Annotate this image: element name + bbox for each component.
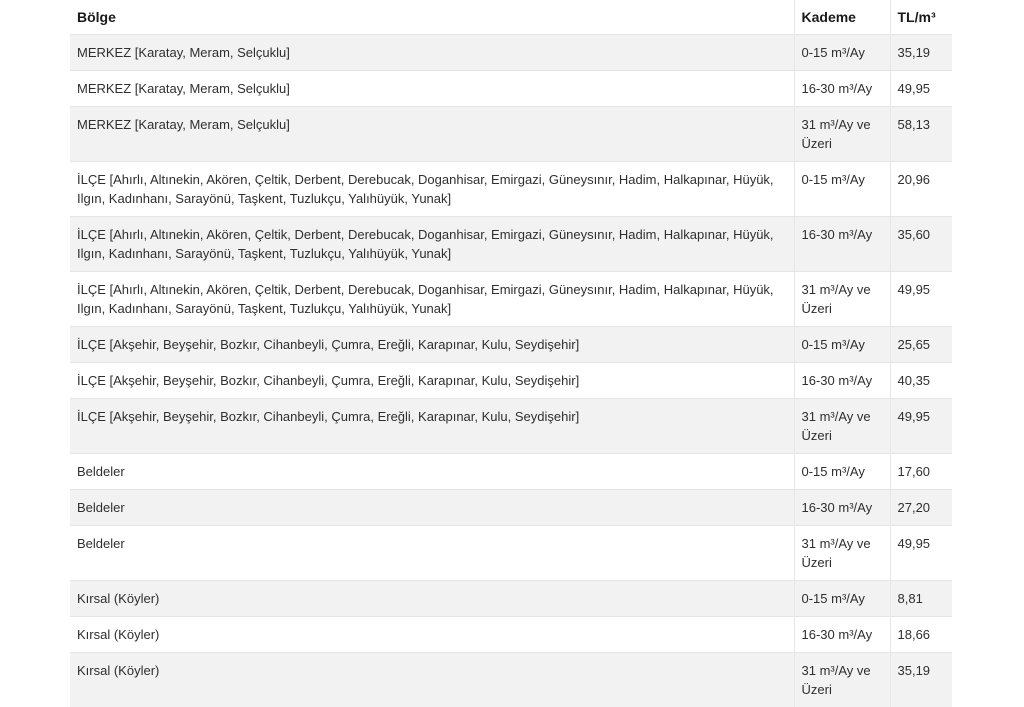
table-row bbox=[70, 217, 952, 272]
table-row bbox=[70, 399, 952, 454]
cell-fiyat: 35,60 bbox=[890, 217, 952, 272]
cell-bolge: İLÇE [Akşehir, Beyşehir, Bozkır, Cihanbeyli, Çumra, Ereğli, Karapınar, Kulu, Seydişehir] bbox=[70, 399, 794, 454]
cell-kademe: 16-30 m³/Ay bbox=[794, 217, 890, 272]
table-row bbox=[70, 617, 952, 653]
cell-kademe: 31 m³/Ay ve Üzeri bbox=[794, 107, 890, 162]
cell-fiyat: 58,13 bbox=[890, 107, 952, 162]
cell-kademe: 0-15 m³/Ay bbox=[794, 35, 890, 71]
cell-fiyat: 40,35 bbox=[890, 363, 952, 399]
cell-kademe: 31 m³/Ay ve Üzeri bbox=[794, 399, 890, 454]
header-fiyat: TL/m³ bbox=[890, 0, 952, 35]
cell-bolge: Kırsal (Köyler) bbox=[70, 581, 794, 617]
cell-kademe: 31 m³/Ay ve Üzeri bbox=[794, 272, 890, 327]
table-row bbox=[70, 653, 952, 707]
cell-bolge: Beldeler bbox=[70, 526, 794, 581]
table-header-row bbox=[70, 0, 952, 35]
table-row bbox=[70, 526, 952, 581]
cell-bolge: İLÇE [Akşehir, Beyşehir, Bozkır, Cihanbeyli, Çumra, Ereğli, Karapınar, Kulu, Seydişehir] bbox=[70, 327, 794, 363]
cell-bolge: İLÇE [Ahırlı, Altınekin, Akören, Çeltik, Derbent, Derebucak, Doganhisar, Emirgazi, Güneysınır, Hadim, Halkapınar, Hüyük, Ilgın, Kadınhanı, Sarayönü, Taşkent, Tuzlukçu, Yalıhüyük, Yunak] bbox=[70, 162, 794, 217]
cell-kademe: 0-15 m³/Ay bbox=[794, 454, 890, 490]
cell-kademe: 31 m³/Ay ve Üzeri bbox=[794, 526, 890, 581]
cell-bolge: İLÇE [Ahırlı, Altınekin, Akören, Çeltik, Derbent, Derebucak, Doganhisar, Emirgazi, Güneysınır, Hadim, Halkapınar, Hüyük, Ilgın, Kadınhanı, Sarayönü, Taşkent, Tuzlukçu, Yalıhüyük, Yunak] bbox=[70, 272, 794, 327]
cell-fiyat: 49,95 bbox=[890, 71, 952, 107]
table-row bbox=[70, 327, 952, 363]
table-row bbox=[70, 71, 952, 107]
cell-kademe: 31 m³/Ay ve Üzeri bbox=[794, 653, 890, 707]
cell-fiyat: 49,95 bbox=[890, 272, 952, 327]
cell-bolge: Beldeler bbox=[70, 454, 794, 490]
table-row bbox=[70, 490, 952, 526]
cell-bolge: Kırsal (Köyler) bbox=[70, 653, 794, 707]
cell-fiyat: 25,65 bbox=[890, 327, 952, 363]
cell-bolge: MERKEZ [Karatay, Meram, Selçuklu] bbox=[70, 71, 794, 107]
cell-kademe: 0-15 m³/Ay bbox=[794, 162, 890, 217]
cell-kademe: 0-15 m³/Ay bbox=[794, 327, 890, 363]
cell-fiyat: 17,60 bbox=[890, 454, 952, 490]
cell-fiyat: 35,19 bbox=[890, 653, 952, 707]
table-row bbox=[70, 35, 952, 71]
cell-bolge: Kırsal (Köyler) bbox=[70, 617, 794, 653]
cell-kademe: 0-15 m³/Ay bbox=[794, 581, 890, 617]
cell-fiyat: 35,19 bbox=[890, 35, 952, 71]
cell-fiyat: 27,20 bbox=[890, 490, 952, 526]
table-row bbox=[70, 162, 952, 217]
cell-bolge: Beldeler bbox=[70, 490, 794, 526]
tariff-table-container bbox=[70, 0, 952, 707]
cell-bolge: MERKEZ [Karatay, Meram, Selçuklu] bbox=[70, 107, 794, 162]
table-row bbox=[70, 363, 952, 399]
cell-kademe: 16-30 m³/Ay bbox=[794, 617, 890, 653]
tariff-table bbox=[70, 0, 952, 707]
cell-fiyat: 20,96 bbox=[890, 162, 952, 217]
cell-kademe: 16-30 m³/Ay bbox=[794, 363, 890, 399]
cell-bolge: MERKEZ [Karatay, Meram, Selçuklu] bbox=[70, 35, 794, 71]
table-row bbox=[70, 107, 952, 162]
cell-bolge: İLÇE [Ahırlı, Altınekin, Akören, Çeltik, Derbent, Derebucak, Doganhisar, Emirgazi, Güneysınır, Hadim, Halkapınar, Hüyük, Ilgın, Kadınhanı, Sarayönü, Taşkent, Tuzlukçu, Yalıhüyük, Yunak] bbox=[70, 217, 794, 272]
cell-kademe: 16-30 m³/Ay bbox=[794, 490, 890, 526]
table-row bbox=[70, 272, 952, 327]
header-bolge: Bölge bbox=[70, 0, 794, 35]
cell-bolge: İLÇE [Akşehir, Beyşehir, Bozkır, Cihanbeyli, Çumra, Ereğli, Karapınar, Kulu, Seydişehir] bbox=[70, 363, 794, 399]
cell-fiyat: 49,95 bbox=[890, 399, 952, 454]
cell-fiyat: 49,95 bbox=[890, 526, 952, 581]
table-row bbox=[70, 454, 952, 490]
cell-kademe: 16-30 m³/Ay bbox=[794, 71, 890, 107]
cell-fiyat: 8,81 bbox=[890, 581, 952, 617]
table-row bbox=[70, 581, 952, 617]
header-kademe: Kademe bbox=[794, 0, 890, 35]
cell-fiyat: 18,66 bbox=[890, 617, 952, 653]
